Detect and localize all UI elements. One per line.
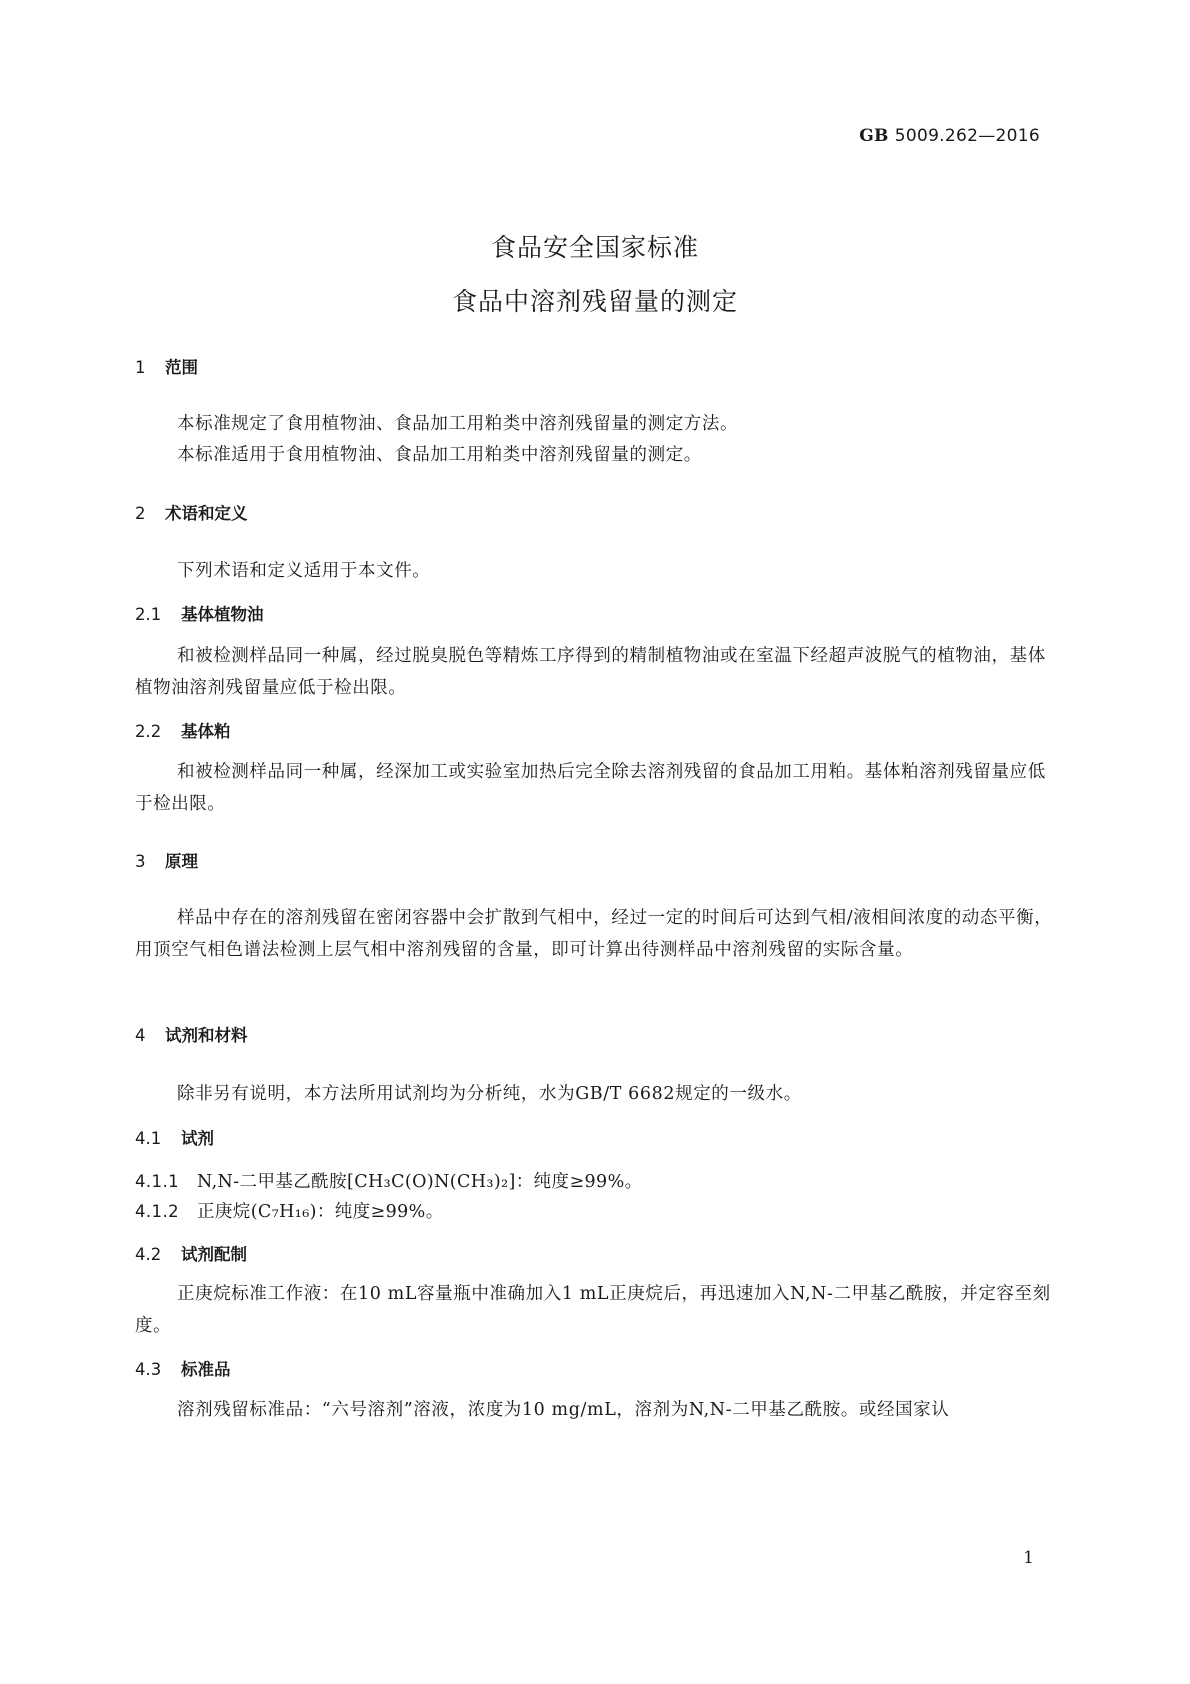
section-title: 基体植物油 — [181, 605, 264, 624]
section-number: 2.2 — [135, 722, 162, 741]
section-number: 2 — [135, 504, 146, 523]
section-number: 1 — [135, 358, 146, 377]
page-number: 1 — [1023, 1548, 1034, 1568]
section-title: 术语和定义 — [165, 504, 248, 523]
section-3-text — [135, 902, 1055, 966]
section-title: 试剂配制 — [181, 1245, 247, 1264]
section-3-heading — [135, 848, 198, 872]
section-2-para-1: 下列术语和定义适用于本文件。 — [177, 561, 431, 581]
section-4-3-text — [135, 1394, 1055, 1426]
section-title: 试剂和材料 — [165, 1026, 248, 1045]
paragraph-text: 溶剂残留标准品：“六号溶剂”溶液，浓度为10 mg/mL，溶剂为N,N-二甲基乙酰胺。或经国家认 — [177, 1400, 950, 1420]
section-2-heading — [135, 500, 248, 524]
paragraph-text: 样品中存在的溶剂残留在密闭容器中会扩散到气相中，经过一定的时间后可达到气相/液相间浓度的动态平衡，用顶空气相色谱法检测上层气相中溶剂残留的含量，即可计算出待测样品中溶剂残留的实际含量。 — [135, 908, 1053, 960]
section-number: 2.1 — [135, 605, 162, 624]
section-1-para-1: 本标准规定了食用植物油、食品加工用粕类中溶剂残留量的测定方法。 — [177, 414, 739, 434]
section-title: 原理 — [165, 852, 198, 871]
standard-prefix: GB — [859, 126, 889, 146]
section-title: 试剂 — [181, 1129, 214, 1148]
section-4-3-heading — [135, 1356, 231, 1380]
doc-title-main: 食品安全国家标准 — [490, 233, 699, 262]
section-number: 4.2 — [135, 1245, 162, 1264]
section-4-heading — [135, 1022, 248, 1046]
section-2-2-text — [135, 756, 1055, 820]
section-number: 4 — [135, 1026, 146, 1045]
section-number: 4.3 — [135, 1360, 162, 1379]
section-title: 基体粕 — [181, 722, 231, 741]
section-title: 范围 — [165, 358, 198, 377]
paragraph-text: 正庚烷标准工作液：在10 mL容量瓶中准确加入1 mL正庚烷后，再迅速加入N,N-二甲基乙酰胺，并定容至刻度。 — [135, 1284, 1051, 1336]
item-number: 4.1.2 — [135, 1202, 179, 1221]
standard-number: 5009.262—2016 — [894, 126, 1040, 146]
section-number: 4.1 — [135, 1129, 162, 1148]
section-2-1-heading — [135, 601, 264, 625]
paragraph-text: 和被检测样品同一种属，经深加工或实验室加热后完全除去溶剂残留的食品加工用粕。基体粕溶剂残留量应低于检出限。 — [135, 762, 1046, 814]
section-1-heading — [135, 354, 198, 378]
reagent-item-1 — [135, 1168, 643, 1193]
item-text: N,N-二甲基乙酰胺[CH₃C(O)N(CH₃)₂]：纯度≥99%。 — [197, 1172, 643, 1192]
standard-code — [859, 126, 1040, 146]
section-4-2-text — [135, 1278, 1055, 1342]
section-4-para-1: 除非另有说明，本方法所用试剂均为分析纯，水为GB/T 6682规定的一级水。 — [177, 1084, 802, 1104]
section-number: 3 — [135, 852, 146, 871]
section-title: 标准品 — [181, 1360, 231, 1379]
item-text: 正庚烷(C₇H₁₆)：纯度≥99%。 — [197, 1202, 444, 1222]
section-1-para-2: 本标准适用于食用植物油、食品加工用粕类中溶剂残留量的测定。 — [177, 445, 702, 465]
section-2-1-text — [135, 640, 1055, 704]
section-4-1-heading — [135, 1125, 214, 1149]
section-2-2-heading — [135, 718, 231, 742]
paragraph-text: 和被检测样品同一种属，经过脱臭脱色等精炼工序得到的精制植物油或在室温下经超声波脱气的植物油，基体植物油溶剂残留量应低于检出限。 — [135, 646, 1046, 698]
reagent-item-2 — [135, 1198, 444, 1223]
doc-title-sub: 食品中溶剂残留量的测定 — [451, 287, 738, 316]
item-number: 4.1.1 — [135, 1172, 179, 1191]
section-4-2-heading — [135, 1241, 247, 1265]
